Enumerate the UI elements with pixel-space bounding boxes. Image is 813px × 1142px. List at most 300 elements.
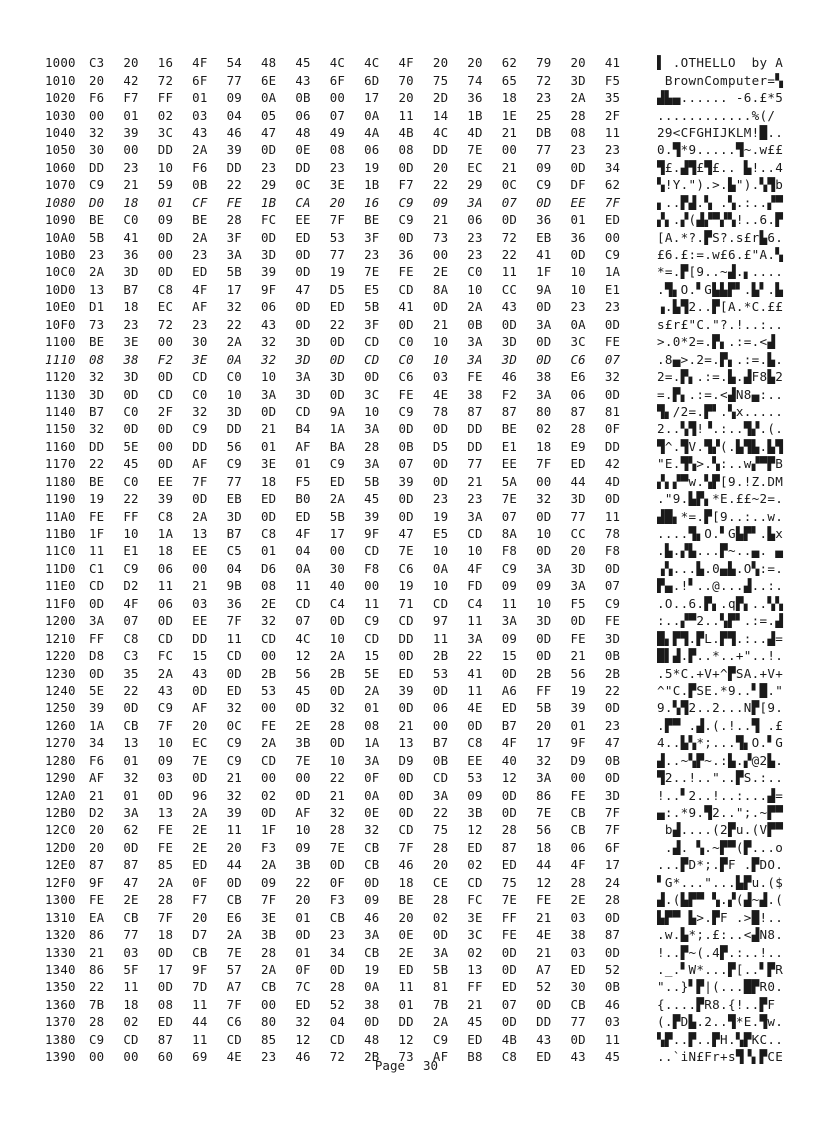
hex-byte: 10 (570, 264, 586, 280)
row-bytes (89, 910, 639, 925)
hex-byte: C1 (89, 560, 105, 576)
hex-byte: 0E (398, 927, 414, 943)
hex-byte: F2 (501, 386, 518, 402)
row-bytes (89, 421, 639, 436)
hex-byte: 19 (329, 264, 346, 280)
hex-byte: 56 (226, 438, 242, 454)
hex-byte: 7E (536, 805, 552, 821)
hex-byte: DB (536, 124, 552, 140)
hex-byte: 2A (364, 682, 380, 698)
row-ascii: !..▛~(.4▛.:..!.. (657, 944, 784, 960)
hex-byte: 00 (295, 770, 311, 786)
hex-byte: 0B (604, 752, 621, 768)
hex-byte: 7E (192, 752, 208, 768)
hex-byte: 19 (432, 508, 449, 524)
hex-byte: CB (570, 822, 586, 838)
hex-byte: ED (398, 961, 414, 977)
hex-byte: 0D (536, 508, 552, 524)
hex-byte: 11 (192, 996, 208, 1012)
hex-byte: 2A (260, 857, 277, 873)
hex-row (45, 978, 784, 995)
hex-byte: F5 (295, 473, 311, 489)
hex-byte: 23 (192, 247, 208, 263)
hex-byte: 77 (570, 1014, 586, 1030)
row-address: 1000 (45, 55, 76, 71)
hex-byte: D7 (192, 927, 208, 943)
hex-byte: CD (364, 351, 380, 367)
hex-byte: 77 (123, 927, 139, 943)
hex-byte: 4F (398, 55, 414, 71)
hex-byte: 7E (226, 944, 242, 960)
hex-byte: 3A (123, 805, 139, 821)
row-ascii: 2..▚▜!▝.:..▜▞.(. (657, 421, 784, 437)
hex-byte: 3D (501, 351, 518, 367)
hex-byte: 0D (329, 613, 346, 629)
hex-byte: 3D (123, 369, 139, 385)
hex-byte: 28 (226, 212, 242, 228)
hex-byte: 0D (536, 351, 552, 367)
hex-byte: 0D (295, 316, 311, 332)
hex-byte: 13 (192, 526, 208, 542)
hex-byte: C8 (157, 508, 174, 524)
hex-byte: E9 (570, 438, 586, 454)
hex-byte: 39 (398, 682, 414, 698)
hex-byte: 23 (329, 927, 346, 943)
hex-byte: 43 (192, 124, 208, 140)
hex-byte: 0D (604, 944, 621, 960)
hex-byte: 10 (123, 526, 139, 542)
hex-byte: 21 (501, 159, 518, 175)
hex-byte: CD (192, 369, 208, 385)
hex-byte: 39 (570, 700, 586, 716)
hex-byte: 2F (604, 107, 621, 123)
hex-byte: FF (157, 90, 174, 106)
row-bytes (89, 770, 639, 785)
hex-byte: 10 (536, 526, 552, 542)
hex-byte: CB (123, 717, 139, 733)
hex-byte: 1B (260, 194, 277, 210)
hex-byte: 01 (570, 212, 586, 228)
hex-byte: 48 (364, 1031, 380, 1047)
row-address: 1380 (45, 1031, 76, 1047)
row-bytes (89, 387, 639, 402)
hex-byte: 78 (432, 403, 449, 419)
hex-byte: CB (364, 944, 380, 960)
hex-row (45, 943, 784, 960)
hex-byte: 20 (570, 55, 586, 71)
hex-byte: 2A (192, 142, 208, 158)
row-address: 12D0 (45, 839, 76, 855)
hex-byte: 0D (157, 944, 174, 960)
hex-byte: 21 (89, 787, 105, 803)
hex-row (45, 560, 784, 577)
hex-byte: ED (570, 961, 586, 977)
hex-byte: 3D (260, 247, 277, 263)
hex-byte: 0D (157, 229, 174, 245)
hex-byte: 22 (89, 456, 105, 472)
hex-byte: 5B (536, 700, 552, 716)
hex-byte: 12 (398, 1031, 414, 1047)
hex-byte: 22 (432, 177, 449, 193)
hex-byte: 18 (157, 543, 174, 559)
hex-byte: DD (89, 438, 105, 454)
hex-byte: 2A (157, 665, 174, 681)
hex-byte: 28 (570, 421, 586, 437)
hex-byte: 3C (364, 386, 380, 402)
hex-byte: 18 (123, 996, 139, 1012)
hex-byte: ED (398, 665, 414, 681)
hex-byte: 07 (501, 194, 518, 210)
hex-byte: C0 (192, 386, 208, 402)
hex-row (45, 455, 784, 472)
hex-byte: 0D (329, 735, 346, 751)
hex-byte: 46 (398, 857, 414, 873)
hex-byte: 20 (432, 857, 449, 873)
hex-byte: 3B (467, 805, 483, 821)
hex-byte: 18 (398, 874, 414, 890)
hex-byte: 0D (123, 700, 139, 716)
row-address: 1080 (45, 194, 76, 210)
hex-byte: CD (364, 334, 380, 350)
hex-byte: 0D (570, 613, 586, 629)
hex-byte: 41 (467, 665, 483, 681)
hex-byte: 0D (398, 648, 414, 664)
hex-byte: 72 (536, 72, 552, 88)
hex-byte: CD (467, 526, 483, 542)
hex-byte: 10 (364, 403, 380, 419)
hex-row (45, 316, 784, 333)
hex-byte: AF (192, 299, 208, 315)
hex-byte: C8 (260, 526, 277, 542)
hex-byte: 0D (157, 787, 174, 803)
hex-byte: 3A (364, 456, 380, 472)
hex-byte: E1 (604, 281, 621, 297)
hex-byte: FE (260, 717, 277, 733)
hex-byte: 21 (467, 473, 483, 489)
row-ascii: ▟█▖*=.▛[9..:..w. (657, 508, 784, 524)
hex-byte: 2A (260, 961, 277, 977)
hex-byte: 17 (364, 90, 380, 106)
hex-byte: 2A (570, 90, 586, 106)
hex-byte: EC (192, 735, 208, 751)
row-address: 11A0 (45, 508, 76, 524)
hex-byte: F6 (89, 90, 105, 106)
hex-byte: 23 (570, 142, 586, 158)
hex-byte: FE (501, 927, 518, 943)
hex-byte: AF (295, 438, 311, 454)
hex-byte: E6 (570, 369, 586, 385)
hex-byte: 12 (501, 770, 518, 786)
hex-byte: 22 (432, 805, 449, 821)
hex-byte: F6 (89, 752, 105, 768)
hex-byte: 0D (570, 159, 586, 175)
hex-byte: 0D (604, 316, 621, 332)
hex-byte: 07 (329, 107, 346, 123)
hex-byte: 32 (192, 403, 208, 419)
hex-byte: 0D (432, 299, 449, 315)
hex-byte: 32 (89, 369, 105, 385)
hex-byte: CB (192, 944, 208, 960)
hex-byte: ED (260, 491, 277, 507)
row-ascii: .5*C.+V+^▛SA.+V+ (657, 665, 784, 681)
hex-byte: 2A (432, 1014, 449, 1030)
row-address: 1200 (45, 613, 76, 629)
hex-byte: EE (467, 752, 483, 768)
hex-byte: 07 (123, 613, 139, 629)
hex-byte: 04 (226, 107, 242, 123)
row-address: 10D0 (45, 281, 76, 297)
hex-byte: 17 (329, 526, 346, 542)
hex-byte: 11 (123, 979, 139, 995)
hex-byte: 0E (364, 805, 380, 821)
hex-byte: 0D (432, 473, 449, 489)
hex-byte: 0D (295, 700, 311, 716)
hex-byte: 77 (467, 456, 483, 472)
hex-byte: CC (501, 281, 518, 297)
hex-byte: 06 (157, 560, 174, 576)
row-ascii: 9.▚▜2..2...N▛[9. (657, 700, 784, 716)
row-ascii: >.0*2=.▛▖.:=.<▟ (657, 334, 776, 350)
hex-byte: F7 (192, 892, 208, 908)
row-ascii: "..}▘▛|(...█▛R0. (657, 979, 784, 995)
hex-byte: 0D (536, 648, 552, 664)
hex-byte: 02 (123, 1014, 139, 1030)
hex-byte: 0D (329, 334, 346, 350)
hex-byte: 00 (432, 717, 449, 733)
row-ascii: (.▛D▙.2..▜*E.▜w. (657, 1014, 784, 1030)
hex-byte: 28 (364, 438, 380, 454)
hex-byte: FE (398, 264, 414, 280)
hex-byte: 10 (260, 369, 277, 385)
row-address: 1190 (45, 491, 76, 507)
hex-byte: 7E (398, 543, 414, 559)
hex-byte: C3 (123, 648, 139, 664)
hex-byte: 17 (604, 857, 621, 873)
row-ascii: £6.£:=.w£6.£"A.▚ (657, 247, 784, 263)
hex-row (45, 891, 784, 908)
hex-byte: DD (536, 1014, 552, 1030)
hex-byte: AF (89, 770, 105, 786)
hex-byte: 0D (398, 491, 414, 507)
hex-byte: 39 (226, 142, 242, 158)
hex-byte: 35 (123, 665, 139, 681)
row-ascii: ."9.▙▛▖*E.££~2=. (657, 491, 784, 507)
hex-byte: 3A (501, 613, 518, 629)
hex-byte: FE (157, 839, 174, 855)
hex-byte: C9 (364, 613, 380, 629)
hex-byte: 23 (123, 316, 139, 332)
hex-byte: 1F (260, 822, 277, 838)
row-ascii: ▜£.▟▜£▜£.. ▙!..4 (657, 159, 784, 175)
hex-byte: 09 (157, 212, 174, 228)
hex-byte: 38 (467, 386, 483, 402)
hex-byte: 7F (226, 996, 242, 1012)
hex-byte: 01 (295, 456, 311, 472)
hex-byte: 32 (226, 299, 242, 315)
hex-byte: 3D (89, 386, 105, 402)
hex-byte: 00 (329, 543, 346, 559)
hex-byte: 10 (432, 543, 449, 559)
page-footer (0, 1058, 813, 1073)
hex-byte: 9A (329, 403, 346, 419)
hex-byte: 69 (192, 1049, 208, 1065)
hex-byte: FE (398, 386, 414, 402)
hex-byte: CB (364, 839, 380, 855)
hex-byte: 21 (536, 944, 552, 960)
hex-byte: 38 (570, 927, 586, 943)
hex-byte: 07 (398, 456, 414, 472)
hex-byte: 04 (329, 1014, 346, 1030)
hex-byte: 24 (604, 874, 621, 890)
hex-byte: CB (364, 857, 380, 873)
hex-byte: 0D (157, 613, 174, 629)
hex-byte: D2 (123, 578, 139, 594)
hex-byte: 39 (226, 805, 242, 821)
page-number: 30 (423, 1058, 439, 1073)
hex-byte: 3A (570, 578, 586, 594)
hex-byte: 00 (157, 334, 174, 350)
row-ascii: ▟..~▚▛~.:▙.▞@2▙. (657, 752, 784, 768)
row-address: 1170 (45, 456, 76, 472)
hex-byte: 1F (536, 264, 552, 280)
hex-byte: FE (604, 613, 621, 629)
hex-byte: D5 (432, 438, 449, 454)
hex-byte: 5F (123, 961, 139, 977)
hex-byte: 2E (432, 264, 449, 280)
hex-row (45, 211, 784, 228)
hex-byte: F8 (364, 560, 380, 576)
hex-byte: 74 (467, 72, 483, 88)
hex-byte: 19 (364, 961, 380, 977)
hex-dump (45, 54, 784, 1065)
hex-byte: D0 (89, 194, 105, 210)
hex-byte: 52 (536, 979, 552, 995)
row-ascii: ▟▙▄...... -6.£*5 (657, 90, 784, 106)
hex-row (45, 769, 784, 786)
hex-byte: CD (398, 613, 414, 629)
hex-row (45, 350, 784, 367)
row-ascii: BrownComputer=▚ (657, 72, 784, 88)
row-ascii: █▌▟.▛..*..+"..!. (657, 648, 784, 664)
hex-byte: 22 (226, 177, 242, 193)
hex-byte: 10 (467, 281, 483, 297)
hex-byte: 49 (329, 124, 346, 140)
hex-byte: 0D (260, 229, 277, 245)
hex-byte: 3E (260, 909, 277, 925)
hex-byte: 2A (329, 491, 346, 507)
hex-byte: ED (501, 857, 518, 873)
hex-byte: 32 (123, 770, 139, 786)
hex-byte: 00 (501, 142, 518, 158)
hex-byte: 0D (536, 543, 552, 559)
row-address: 1210 (45, 630, 76, 646)
hex-byte: 7F (157, 909, 174, 925)
hex-byte: FE (570, 787, 586, 803)
hex-byte: 3A (467, 334, 483, 350)
hex-byte: 5E (123, 438, 139, 454)
hex-byte: 28 (329, 717, 346, 733)
hex-byte: 0A (432, 560, 449, 576)
hex-byte: DD (89, 159, 105, 175)
hex-byte: 38 (364, 996, 380, 1012)
hex-byte: 6F (192, 72, 208, 88)
hex-byte: DD (226, 159, 242, 175)
hex-byte: 46 (501, 369, 518, 385)
hex-byte: 3E (260, 456, 277, 472)
hex-byte: 08 (157, 996, 174, 1012)
hex-byte: 87 (467, 403, 483, 419)
hex-byte: 18 (536, 438, 552, 454)
hex-byte: 28 (432, 892, 449, 908)
hex-byte: 32 (260, 351, 277, 367)
hex-byte: 3A (467, 508, 483, 524)
row-ascii: ▘G*..."...▙▛u.($ (657, 874, 784, 890)
hex-byte: 21 (89, 944, 105, 960)
hex-byte: 53 (432, 665, 449, 681)
hex-byte: 87 (604, 927, 621, 943)
hex-byte: 7E (364, 264, 380, 280)
row-ascii: ^"C.▛SE.*9..▘█." (657, 682, 784, 698)
hex-byte: 53 (260, 682, 277, 698)
hex-byte: F3 (329, 892, 346, 908)
hex-byte: CB (329, 909, 346, 925)
hex-byte: 0D (467, 717, 483, 733)
hex-byte: 7F (157, 717, 174, 733)
hex-byte: 21 (432, 212, 449, 228)
hex-byte: 0D (398, 770, 414, 786)
hex-byte: 72 (501, 229, 518, 245)
hex-byte: D8 (89, 648, 105, 664)
hex-byte: 0F (192, 874, 208, 890)
hex-byte: 2B (364, 1049, 380, 1065)
hex-byte: 5B (432, 961, 449, 977)
hex-byte: 18 (123, 299, 139, 315)
hex-byte: 02 (467, 857, 483, 873)
hex-row (45, 403, 784, 420)
hex-byte: 41 (123, 229, 139, 245)
hex-row (45, 194, 784, 211)
hex-byte: EA (89, 909, 105, 925)
hex-byte: F5 (570, 595, 586, 611)
row-bytes (89, 753, 639, 768)
hex-byte: 20 (467, 55, 483, 71)
hex-byte: 2B (604, 665, 621, 681)
hex-byte: 56 (570, 665, 586, 681)
hex-row (45, 159, 784, 176)
hex-byte: 2E (192, 839, 208, 855)
hex-byte: 11 (467, 682, 483, 698)
hex-byte: 0C (226, 717, 242, 733)
hex-byte: 0D (123, 386, 139, 402)
hex-row (45, 699, 784, 716)
hex-row (45, 595, 784, 612)
hex-byte: 7F (398, 839, 414, 855)
hex-byte: 3A (295, 369, 311, 385)
hex-byte: FE (89, 508, 105, 524)
hex-byte: 62 (604, 177, 621, 193)
hex-byte: 32 (329, 700, 346, 716)
hex-byte: 00 (260, 700, 277, 716)
hex-byte: 21 (570, 648, 586, 664)
hex-byte: 11 (398, 979, 414, 995)
hex-byte: ED (192, 264, 208, 280)
hex-byte: 11 (432, 630, 449, 646)
hex-byte: 79 (536, 55, 552, 71)
hex-byte: 78 (604, 526, 621, 542)
hex-byte: D9 (398, 752, 414, 768)
row-bytes (89, 892, 639, 907)
hex-byte: 32 (364, 822, 380, 838)
